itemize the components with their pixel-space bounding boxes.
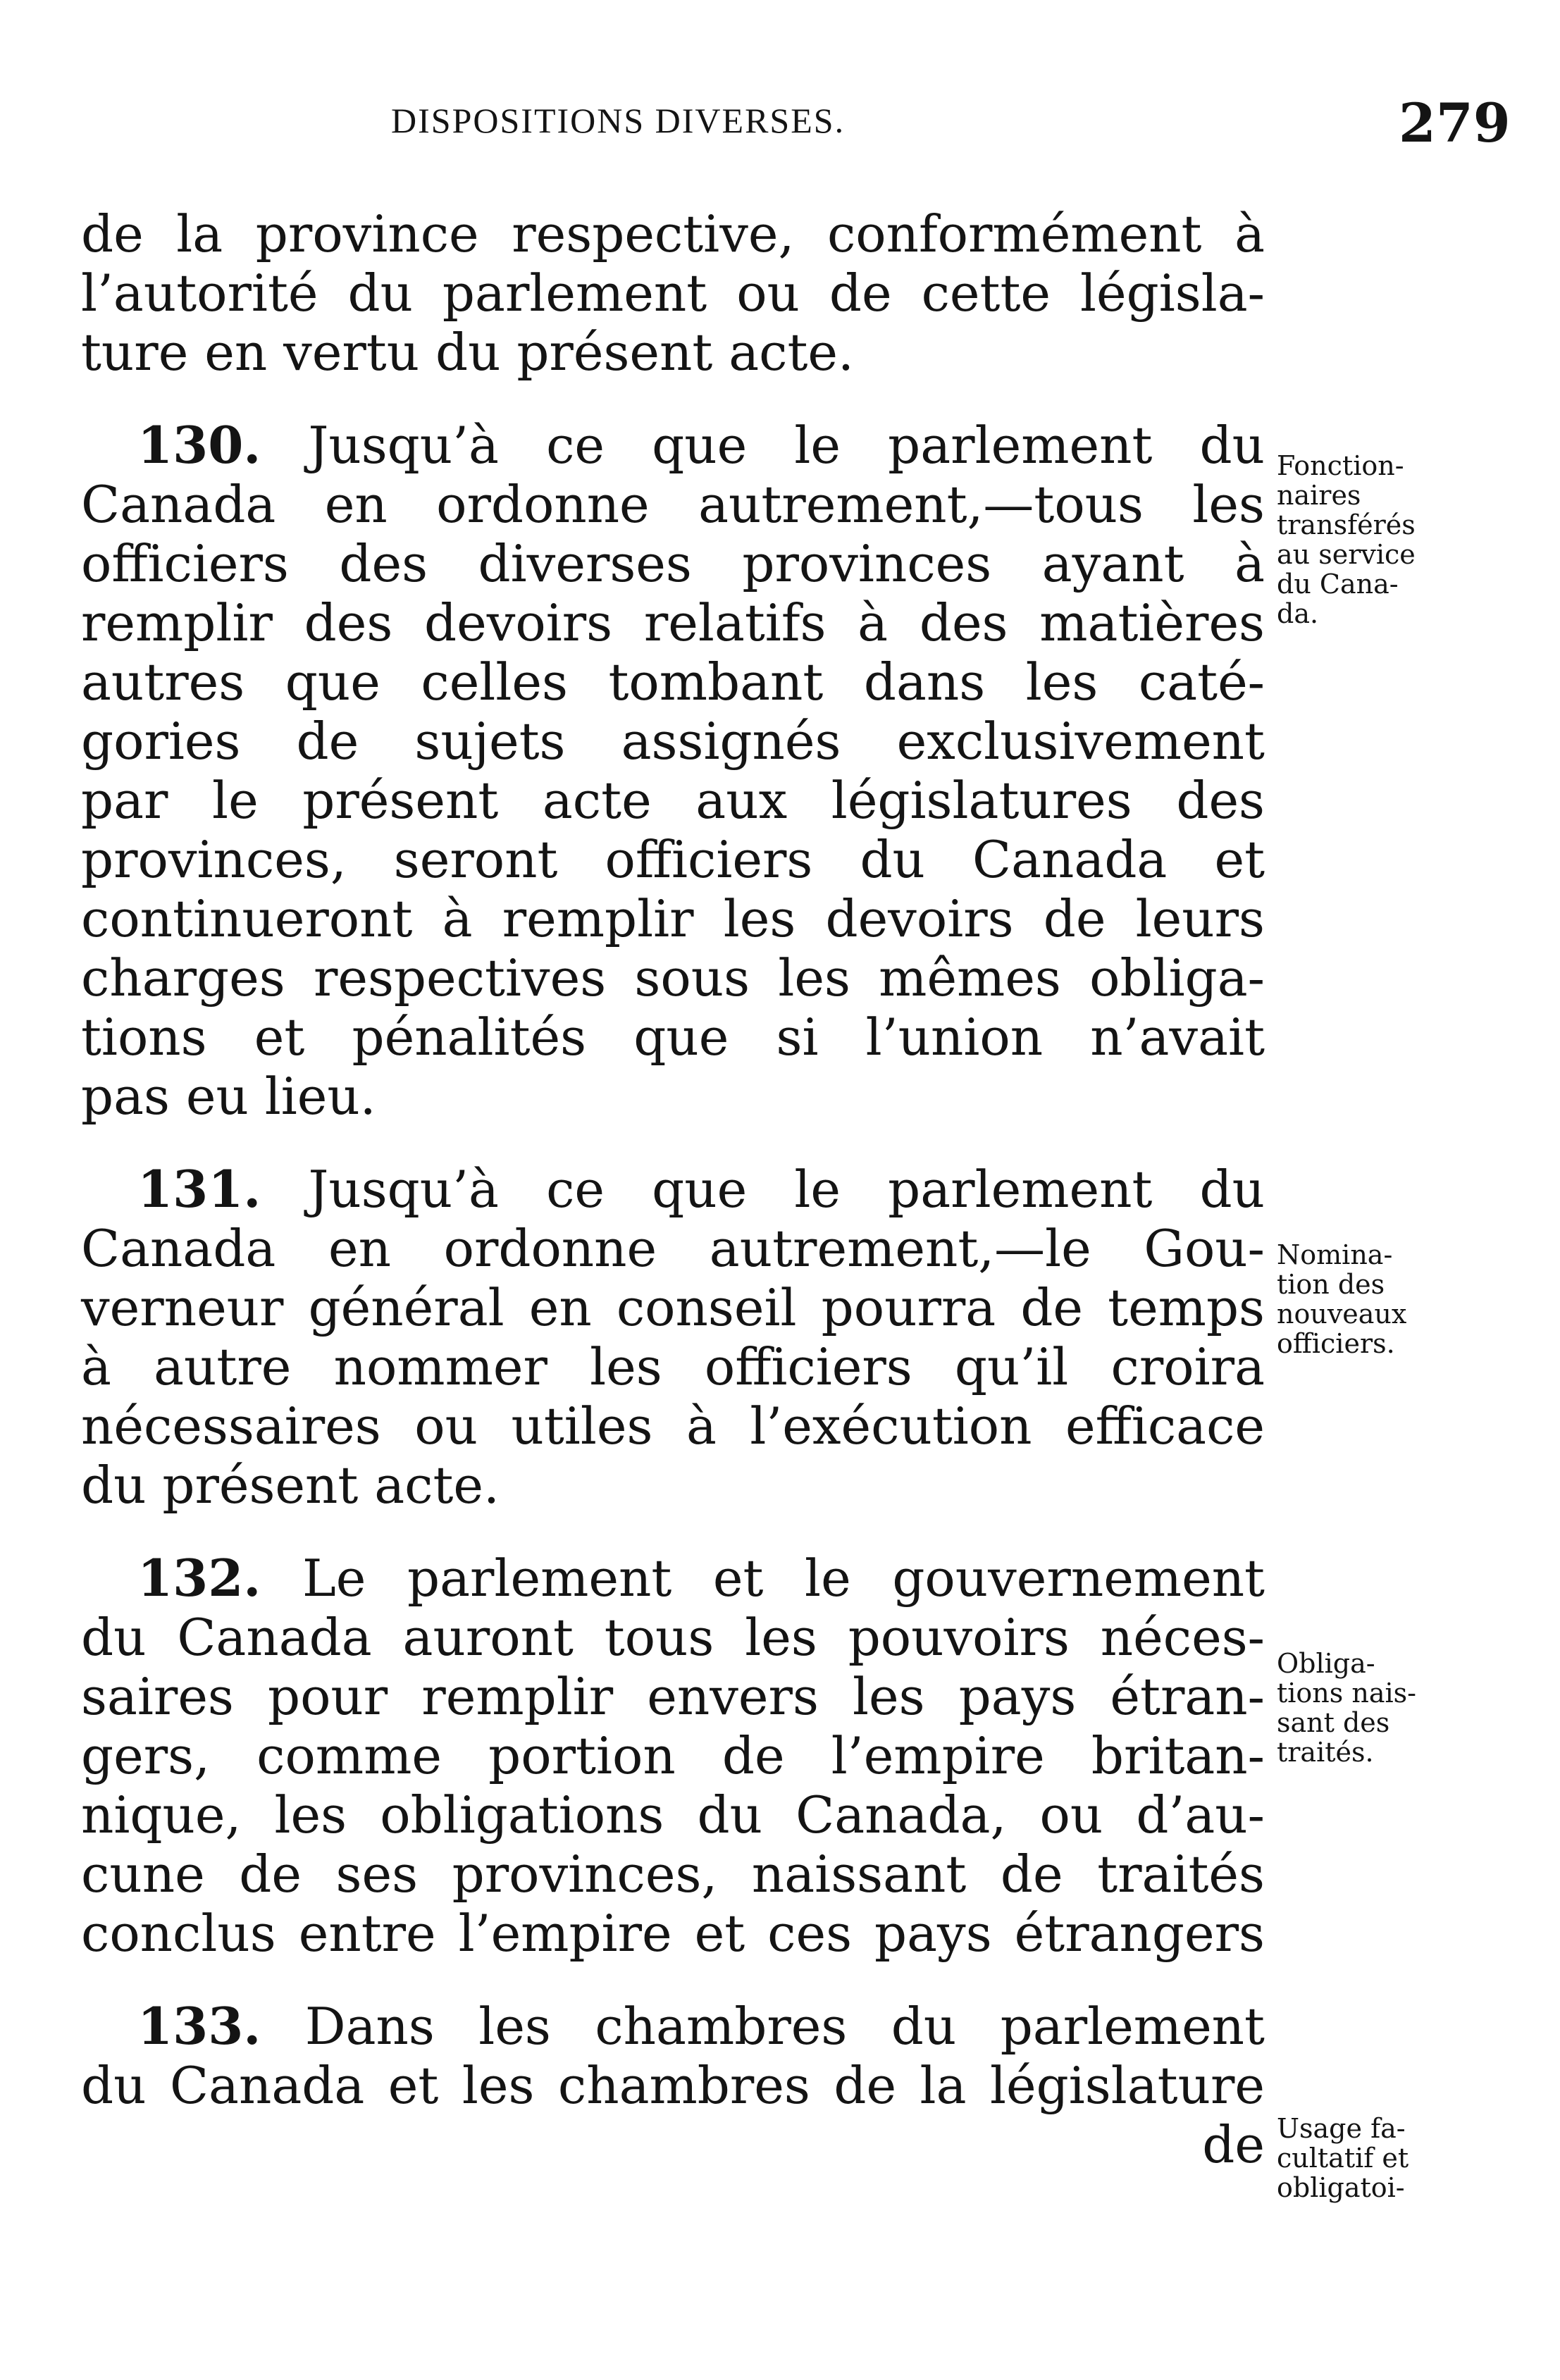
text-line: gories de sujets assignés exclusivement bbox=[81, 712, 1265, 771]
section-132 bbox=[81, 1549, 1265, 1963]
text-line: à autre nommer les officiers qu’il croira bbox=[81, 1337, 1265, 1396]
text-line: gers, comme portion de l’empire britan- bbox=[81, 1726, 1265, 1785]
text-line: du Canada auront tous les pouvoirs néces- bbox=[81, 1608, 1265, 1667]
page-number: 279 bbox=[1399, 92, 1511, 154]
text-line: autres que celles tombant dans les caté- bbox=[81, 652, 1265, 712]
catchword: de bbox=[1202, 2115, 1265, 2174]
text-line: verneur général en conseil pourra de temps bbox=[81, 1278, 1265, 1337]
running-title: DISPOSITIONS DIVERSES. bbox=[391, 101, 846, 140]
section-first-line bbox=[81, 416, 1265, 475]
text-line: de la province respective, conformément à bbox=[81, 204, 1265, 264]
text-line: Canada en ordonne autrement,—tous les bbox=[81, 475, 1265, 534]
section-first-line bbox=[81, 1549, 1265, 1608]
text-line: Jusqu’à ce que le parlement du bbox=[308, 416, 1265, 475]
text-line: conclus entre l’empire et ces pays étrangers bbox=[81, 1904, 1265, 1963]
section-133 bbox=[81, 1997, 1265, 2174]
margin-note-133: Usage fa- cultatif et obligatoi- bbox=[1277, 2113, 1409, 2203]
margin-note-132: Obliga- tions nais- sant des traités. bbox=[1277, 1648, 1416, 1768]
text-line: nique, les obligations du Canada, ou d’au- bbox=[81, 1785, 1265, 1845]
text-line: du présent acte. bbox=[81, 1456, 500, 1515]
section-130 bbox=[81, 416, 1265, 1126]
text-line: l’autorité du parlement ou de cette législa- bbox=[81, 264, 1265, 323]
text-line: provinces, seront officiers du Canada et bbox=[81, 830, 1265, 889]
text-line: du Canada et les chambres de la législature bbox=[81, 2056, 1265, 2115]
section-first-line bbox=[81, 1997, 1265, 2056]
text-line: Le parlement et le gouvernement bbox=[302, 1549, 1265, 1608]
text-line: tions et pénalités que si l’union n’avait bbox=[81, 1008, 1265, 1067]
body-text bbox=[81, 204, 1265, 2174]
text-line: par le présent acte aux législatures des bbox=[81, 771, 1265, 830]
text-line: ture en vertu du présent acte. bbox=[81, 323, 854, 382]
section-number: 130. bbox=[137, 415, 261, 475]
text-line: charges respectives sous les mêmes obliga- bbox=[81, 948, 1265, 1008]
text-line: Dans les chambres du parlement bbox=[304, 1997, 1265, 2056]
text-line: remplir des devoirs relatifs à des matières bbox=[81, 593, 1265, 652]
page-header bbox=[0, 92, 1560, 162]
section-number: 131. bbox=[137, 1159, 261, 1219]
margin-note-131: Nomina- tion des nouveaux officiers. bbox=[1277, 1239, 1407, 1359]
text-line: continueront à remplir les devoirs de leurs bbox=[81, 889, 1265, 948]
section-first-line bbox=[81, 1160, 1265, 1219]
text-line: Canada en ordonne autrement,—le Gou- bbox=[81, 1219, 1265, 1278]
section-number: 133. bbox=[137, 1996, 261, 2056]
margin-note-130: Fonction- naires transférés au service du Cana- da. bbox=[1277, 450, 1416, 629]
section-131 bbox=[81, 1160, 1265, 1515]
section-number: 132. bbox=[137, 1548, 261, 1608]
text-line: officiers des diverses provinces ayant à bbox=[81, 534, 1265, 593]
text-line: cune de ses provinces, naissant de traités bbox=[81, 1845, 1265, 1904]
text-line: pas eu lieu. bbox=[81, 1067, 376, 1126]
text-line: nécessaires ou utiles à l’exécution efficace bbox=[81, 1396, 1265, 1456]
text-line: Jusqu’à ce que le parlement du bbox=[308, 1160, 1265, 1219]
text-line: saires pour remplir envers les pays étran- bbox=[81, 1667, 1265, 1726]
